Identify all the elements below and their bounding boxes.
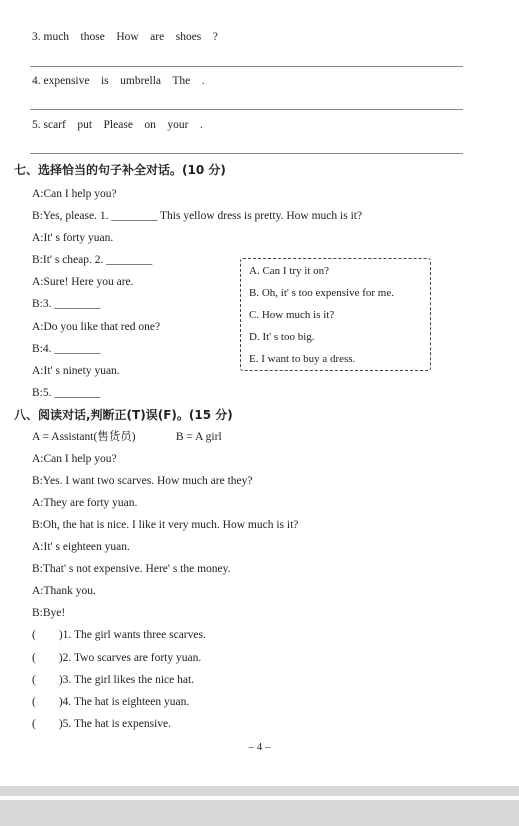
option-a: A. Can I try it on? bbox=[249, 265, 330, 277]
page-bottom-bar bbox=[0, 786, 519, 826]
options-box bbox=[240, 258, 431, 371]
dialogue-line: A:It' s eighteen yuan. bbox=[32, 541, 130, 553]
judge-question: ( )1. The girl wants three scarves. bbox=[32, 629, 206, 641]
section-7-title: 七、选择恰当的句子补全对话。(10 分) bbox=[14, 163, 226, 177]
judge-question: ( )4. The hat is eighteen yuan. bbox=[32, 696, 190, 708]
reorder-item-3: 3. much those How are shoes ? bbox=[32, 31, 218, 43]
reorder-item-5: 5. scarf put Please on your . bbox=[32, 119, 203, 131]
roles-line: A = Assistant(售货员) B = A girl bbox=[32, 431, 222, 443]
judge-question: ( )5. The hat is expensive. bbox=[32, 718, 172, 730]
dialogue-line: A:They are forty yuan. bbox=[32, 497, 138, 509]
answer-line-4 bbox=[30, 109, 463, 110]
dialogue-line: B:Oh, the hat is nice. I like it very much. How much is it? bbox=[32, 519, 299, 531]
judge-question: ( )3. The girl likes the nice hat. bbox=[32, 674, 195, 686]
option-b: B. Oh, it' s too expensive for me. bbox=[249, 287, 394, 299]
dialogue-line: A:It' s forty yuan. bbox=[32, 232, 114, 244]
answer-line-3 bbox=[30, 66, 463, 67]
option-e: E. I want to buy a dress. bbox=[249, 353, 356, 365]
judge-question: ( )2. Two scarves are forty yuan. bbox=[32, 652, 202, 664]
dialogue-line: A:Thank you. bbox=[32, 585, 96, 597]
dialogue-line: A:Sure! Here you are. bbox=[32, 276, 134, 288]
dialogue-line: B:3. ________ bbox=[32, 298, 101, 310]
dialogue-line: A:It' s ninety yuan. bbox=[32, 365, 120, 377]
option-d: D. It' s too big. bbox=[249, 331, 315, 343]
answer-line-5 bbox=[30, 153, 463, 154]
dialogue-line: B:4. ________ bbox=[32, 343, 101, 355]
section-8-title: 八、阅读对话,判断正(T)误(F)。(15 分) bbox=[14, 408, 233, 422]
dialogue-line: A:Can I help you? bbox=[32, 453, 117, 465]
page-number: – 4 – bbox=[248, 741, 271, 753]
dialogue-line: A:Can I help you? bbox=[32, 188, 117, 200]
dialogue-line: B:It' s cheap. 2. ________ bbox=[32, 254, 153, 266]
dialogue-line: B:Yes, please. 1. ________ This yellow dress is pretty. How much is it? bbox=[32, 210, 363, 222]
dialogue-line: B:Yes. I want two scarves. How much are they? bbox=[32, 475, 253, 487]
dialogue-line: A:Do you like that red one? bbox=[32, 321, 161, 333]
dialogue-line: B:Bye! bbox=[32, 607, 66, 619]
dialogue-line: B:That' s not expensive. Here' s the money. bbox=[32, 563, 231, 575]
dialogue-line: B:5. ________ bbox=[32, 387, 101, 399]
reorder-item-4: 4. expensive is umbrella The . bbox=[32, 75, 205, 87]
option-c: C. How much is it? bbox=[249, 309, 335, 321]
